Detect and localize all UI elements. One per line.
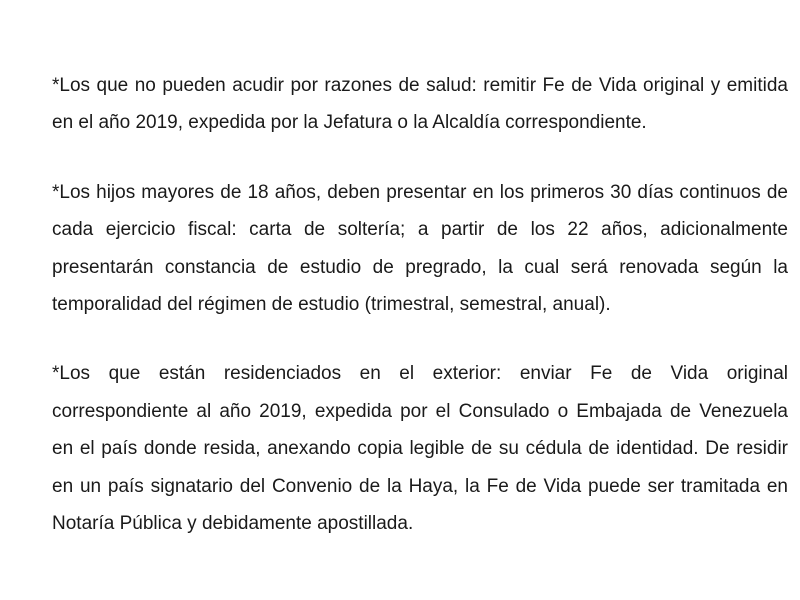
text-line: *Los hijos mayores de 18 años, deben presentar en los primeros 30 días continuos de [52, 181, 788, 203]
paragraph-adult-children-requirements [52, 174, 788, 324]
paragraph-health-exception [52, 67, 788, 142]
text-line: cada ejercicio fiscal: carta de soltería; a partir de los 22 años, adicionalmente [52, 219, 788, 241]
text-line: presentarán constancia de estudio de pregrado, la cual será renovada según la [52, 256, 788, 278]
paragraph-residents-abroad [52, 355, 788, 542]
text-line: temporalidad del régimen de estudio (trimestral, semestral, anual). [52, 293, 611, 315]
text-line: Notaría Pública y debidamente apostillada. [52, 512, 414, 534]
document-text-block [52, 67, 788, 574]
text-line: en un país signatario del Convenio de la Haya, la Fe de Vida puede ser tramitada en [52, 475, 788, 497]
text-line: correspondiente al año 2019, expedida por el Consulado o Embajada de Venezuela [52, 400, 788, 422]
text-line: en el país donde resida, anexando copia legible de su cédula de identidad. De residir [52, 438, 788, 460]
text-line: en el año 2019, expedida por la Jefatura o la Alcaldía correspondiente. [52, 112, 647, 134]
text-line: *Los que no pueden acudir por razones de salud: remitir Fe de Vida original y emitida [52, 75, 788, 96]
text-line: *Los que están residenciados en el exterior: enviar Fe de Vida original [52, 363, 788, 385]
